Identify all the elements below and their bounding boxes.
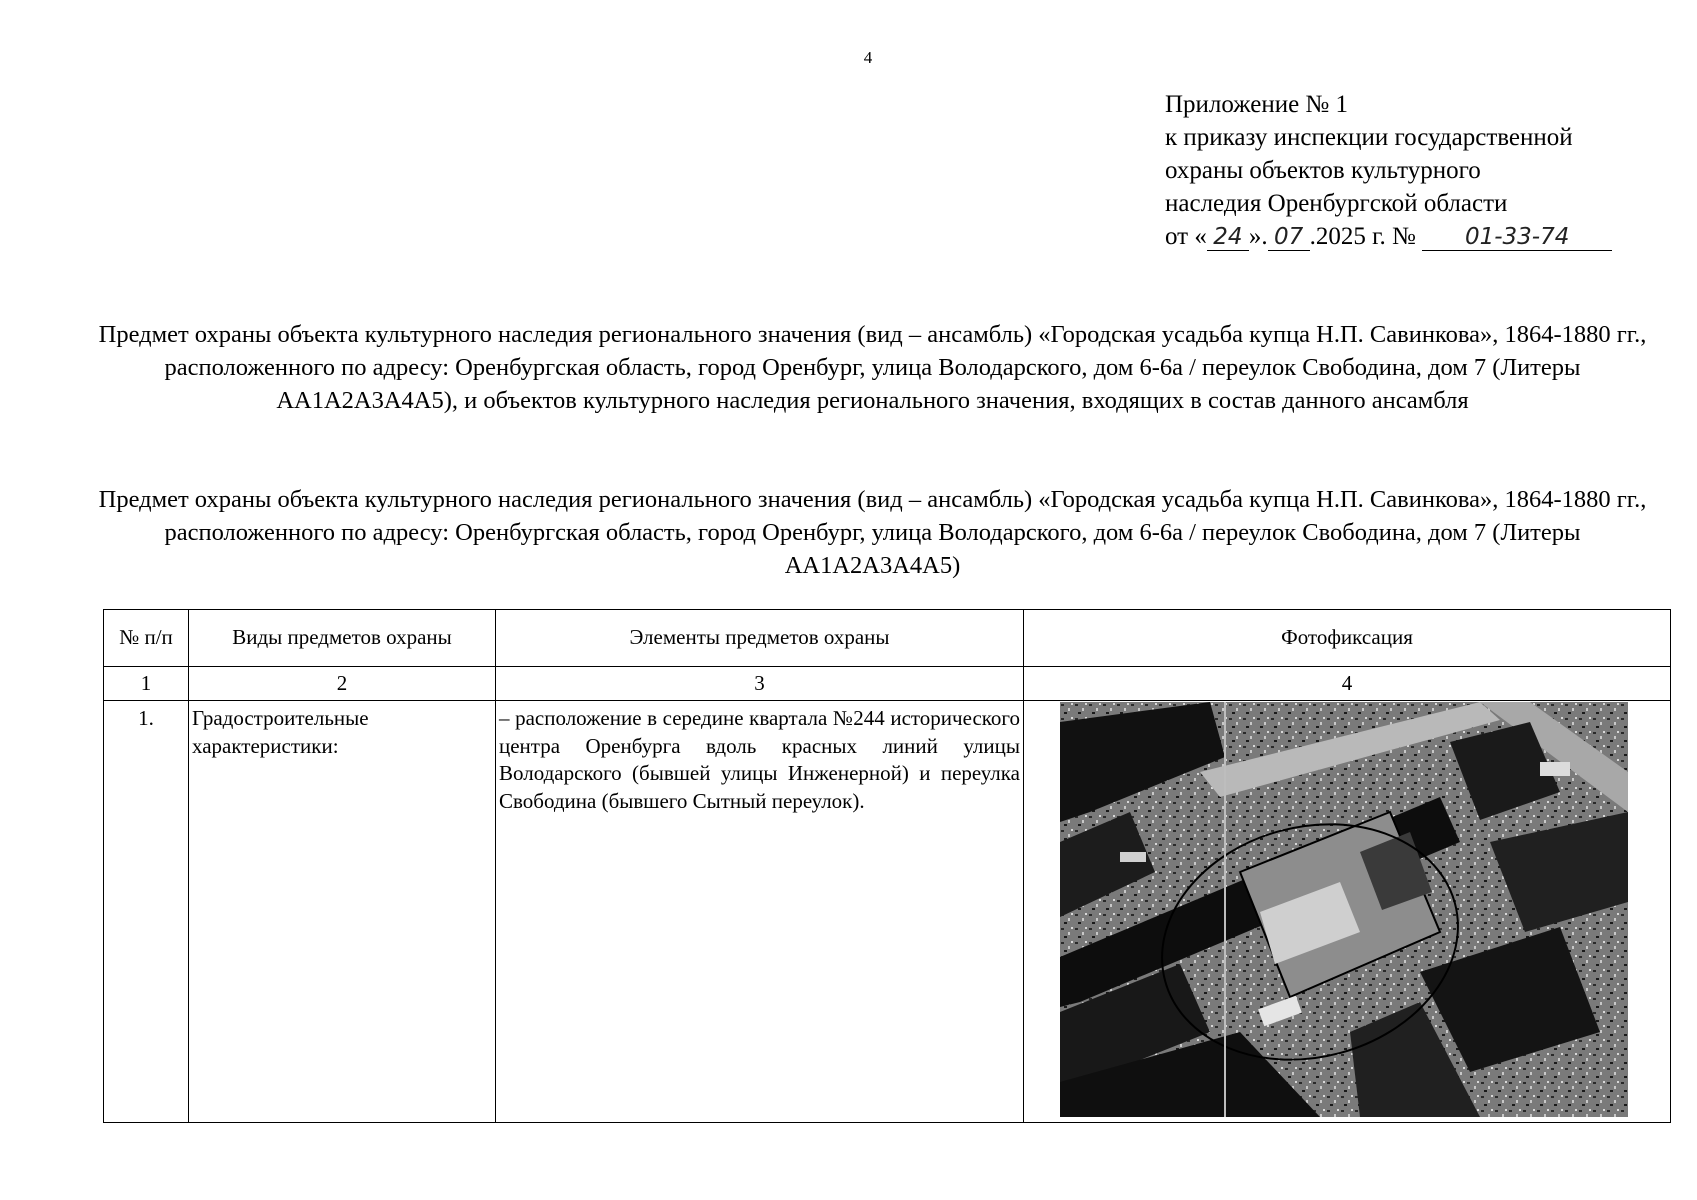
order-day: 24 <box>1207 224 1249 251</box>
table-row <box>104 701 1671 1123</box>
order-year-suffix: .2025 г. № <box>1309 223 1416 250</box>
row-number: 1. <box>104 701 189 1123</box>
order-number: 01-33-74 <box>1422 224 1612 251</box>
row-photo-cell <box>1024 701 1671 1123</box>
order-date-mid: ». <box>1248 223 1268 250</box>
appendix-line-3: охраны объектов культурного <box>1165 157 1481 184</box>
table-header-row <box>104 610 1671 667</box>
column-number-2: 2 <box>189 667 496 701</box>
appendix-block <box>1165 88 1665 253</box>
row-protection-elements: – расположение в середине квартала №244 исторического центра Оренбурга вдоль красных линий улицы Володарского (бывшей улицы Инженерной) и переулка Свободина (бывшего Сытный переулок). <box>496 701 1024 1123</box>
title-ensemble-and-objects: Предмет охраны объекта культурного наследия регионального значения (вид – ансамбль) «Городская усадьба купца Н.П. Савинкова», 1864-1880 гг., расположенного по адресу: Оренбургская область, город Оренбург, улица Володарского, дом 6-6а / переулок Свободина, дом 7 (Литеры АА1А2А3А4А5), и объектов культурного наследия регионального значения, входящих в состав данного ансамбля <box>98 321 1647 414</box>
header-number: № п/п <box>104 610 189 667</box>
column-number-3: 3 <box>496 667 1024 701</box>
header-protection-elements: Элементы предметов охраны <box>496 610 1024 667</box>
page-number: 4 <box>863 48 873 67</box>
protection-subject-table <box>103 609 1671 1123</box>
aerial-photo <box>1060 702 1628 1117</box>
appendix-line-1: Приложение № 1 <box>1165 91 1349 118</box>
order-date-prefix: от « <box>1165 223 1207 250</box>
row-protection-type: Градостроительные характеристики: <box>189 701 496 1123</box>
table-column-numbers-row <box>104 667 1671 701</box>
title-ensemble: Предмет охраны объекта культурного наследия регионального значения (вид – ансамбль) «Городская усадьба купца Н.П. Савинкова», 1864-1880 гг., расположенного по адресу: Оренбургская область, город Оренбург, улица Володарского, дом 6-6а / переулок Свободина, дом 7 (Литеры АА1А2А3А4А5) <box>98 486 1647 579</box>
aerial-photo-image <box>1060 702 1628 1117</box>
header-protection-types: Виды предметов охраны <box>189 610 496 667</box>
column-number-4: 4 <box>1024 667 1671 701</box>
header-photo: Фотофиксация <box>1024 610 1671 667</box>
appendix-line-4: наследия Оренбургской области <box>1165 190 1508 217</box>
column-number-1: 1 <box>104 667 189 701</box>
appendix-line-2: к приказу инспекции государственной <box>1165 124 1573 151</box>
order-month: 07 <box>1268 224 1310 251</box>
appendix-order-line <box>1165 220 1665 253</box>
